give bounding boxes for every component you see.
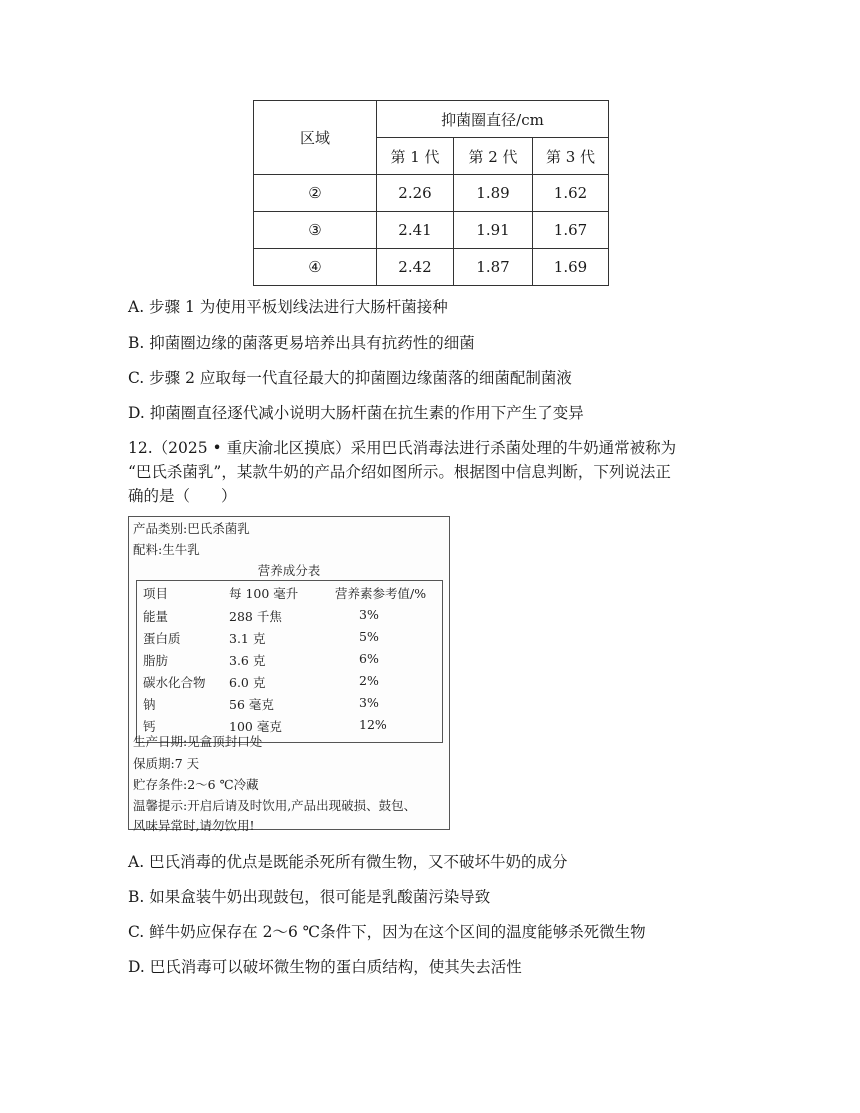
q12-option-d: D. 巴氏消毒可以破坏微生物的蛋白质结构，使其失去活性 <box>128 958 522 976</box>
table-row <box>137 695 442 715</box>
nutrition-item: 碳水化合物 <box>143 675 206 690</box>
nutrition-nrv: 5% <box>359 629 379 644</box>
cell-value: 1.67 <box>533 212 609 249</box>
nutrition-amount: 3.6 克 <box>229 653 266 668</box>
tip-line-2: 风味异常时,请勿饮用! <box>133 818 255 833</box>
nutrition-item: 钠 <box>143 697 156 712</box>
table-row <box>137 673 442 693</box>
nutrition-table <box>136 580 443 743</box>
product-category: 产品类别:巴氏杀菌乳 <box>133 521 250 536</box>
nutrition-amount: 3.1 克 <box>229 631 266 646</box>
cell-region: ③ <box>254 212 377 249</box>
cell-value: 1.62 <box>533 175 609 212</box>
cell-value: 1.87 <box>454 249 533 286</box>
nutrition-nrv: 12% <box>359 717 387 732</box>
header-generation-2: 第 2 代 <box>454 138 533 175</box>
table-row <box>137 607 442 627</box>
inhibition-zone-table <box>253 100 609 286</box>
q11-option-b: B. 抑菌圈边缘的菌落更易培养出具有抗药性的细菌 <box>128 334 475 352</box>
nutrition-item: 能量 <box>143 609 169 624</box>
cell-value: 2.26 <box>377 175 454 212</box>
cell-value: 1.69 <box>533 249 609 286</box>
table-row <box>254 249 609 286</box>
q12-option-c: C. 鲜牛奶应保存在 2～6 ℃条件下，因为在这个区间的温度能够杀死微生物 <box>128 923 646 941</box>
cell-region: ② <box>254 175 377 212</box>
nutrition-header-item: 项目 <box>143 586 169 601</box>
storage-condition: 贮存条件:2～6 ℃冷藏 <box>133 777 259 792</box>
question-12-line-1: 12.（2025 • 重庆渝北区摸底）采用巴氏消毒法进行杀菌处理的牛奶通常被称为 <box>128 439 677 457</box>
milk-product-label <box>128 516 450 833</box>
table-row <box>254 175 609 212</box>
nutrition-header-row <box>137 584 442 604</box>
cell-value: 2.42 <box>377 249 454 286</box>
q11-option-a: A. 步骤 1 为使用平板划线法进行大肠杆菌接种 <box>128 298 448 316</box>
table-row <box>137 629 442 649</box>
table-row <box>137 651 442 671</box>
question-12-line-2: “巴氏杀菌乳”，某款牛奶的产品介绍如图所示。根据图中信息判断，下列说法正 <box>128 463 671 481</box>
header-region: 区域 <box>254 101 377 175</box>
tip-line-1: 温馨提示:开启后请及时饮用,产品出现破损、鼓包、 <box>133 798 417 813</box>
table-row <box>254 212 609 249</box>
q11-option-c: C. 步骤 2 应取每一代直径最大的抑菌圈边缘菌落的细菌配制菌液 <box>128 369 572 387</box>
nutrition-nrv: 6% <box>359 651 379 666</box>
nutrition-nrv: 3% <box>359 607 379 622</box>
nutrition-item: 钙 <box>143 719 156 734</box>
nutrition-item: 脂肪 <box>143 653 169 668</box>
q12-option-a: A. 巴氏消毒的优点是既能杀死所有微生物，又不破坏牛奶的成分 <box>128 853 568 871</box>
nutrition-header-nrv: 营养素参考值/% <box>335 586 427 601</box>
product-ingredients: 配料:生牛乳 <box>133 542 200 557</box>
nutrition-item: 蛋白质 <box>143 631 181 646</box>
cell-value: 1.89 <box>454 175 533 212</box>
nutrition-nrv: 3% <box>359 695 379 710</box>
question-12-line-3: 确的是（ ） <box>128 487 237 505</box>
header-generation-1: 第 1 代 <box>377 138 454 175</box>
cell-region: ④ <box>254 249 377 286</box>
cell-value: 2.41 <box>377 212 454 249</box>
nutrition-amount: 6.0 克 <box>229 675 266 690</box>
nutrition-amount: 288 千焦 <box>229 609 282 624</box>
cell-value: 1.91 <box>454 212 533 249</box>
nutrition-title: 营养成分表 <box>257 563 321 578</box>
shelf-life: 保质期:7 天 <box>133 756 200 771</box>
nutrition-nrv: 2% <box>359 673 379 688</box>
nutrition-amount: 100 毫克 <box>229 719 282 734</box>
nutrition-header-amount: 每 100 毫升 <box>229 586 299 601</box>
header-diameter: 抑菌圈直径/cm <box>377 101 609 138</box>
nutrition-amount: 56 毫克 <box>229 697 274 712</box>
header-generation-3: 第 3 代 <box>533 138 609 175</box>
question-12 <box>128 436 738 508</box>
q12-option-b: B. 如果盒装牛奶出现鼓包，很可能是乳酸菌污染导致 <box>128 888 491 906</box>
q11-option-d: D. 抑菌圈直径逐代减小说明大肠杆菌在抗生素的作用下产生了变异 <box>128 404 584 422</box>
production-date: 生产日期:见盒顶封口处 <box>133 734 263 749</box>
